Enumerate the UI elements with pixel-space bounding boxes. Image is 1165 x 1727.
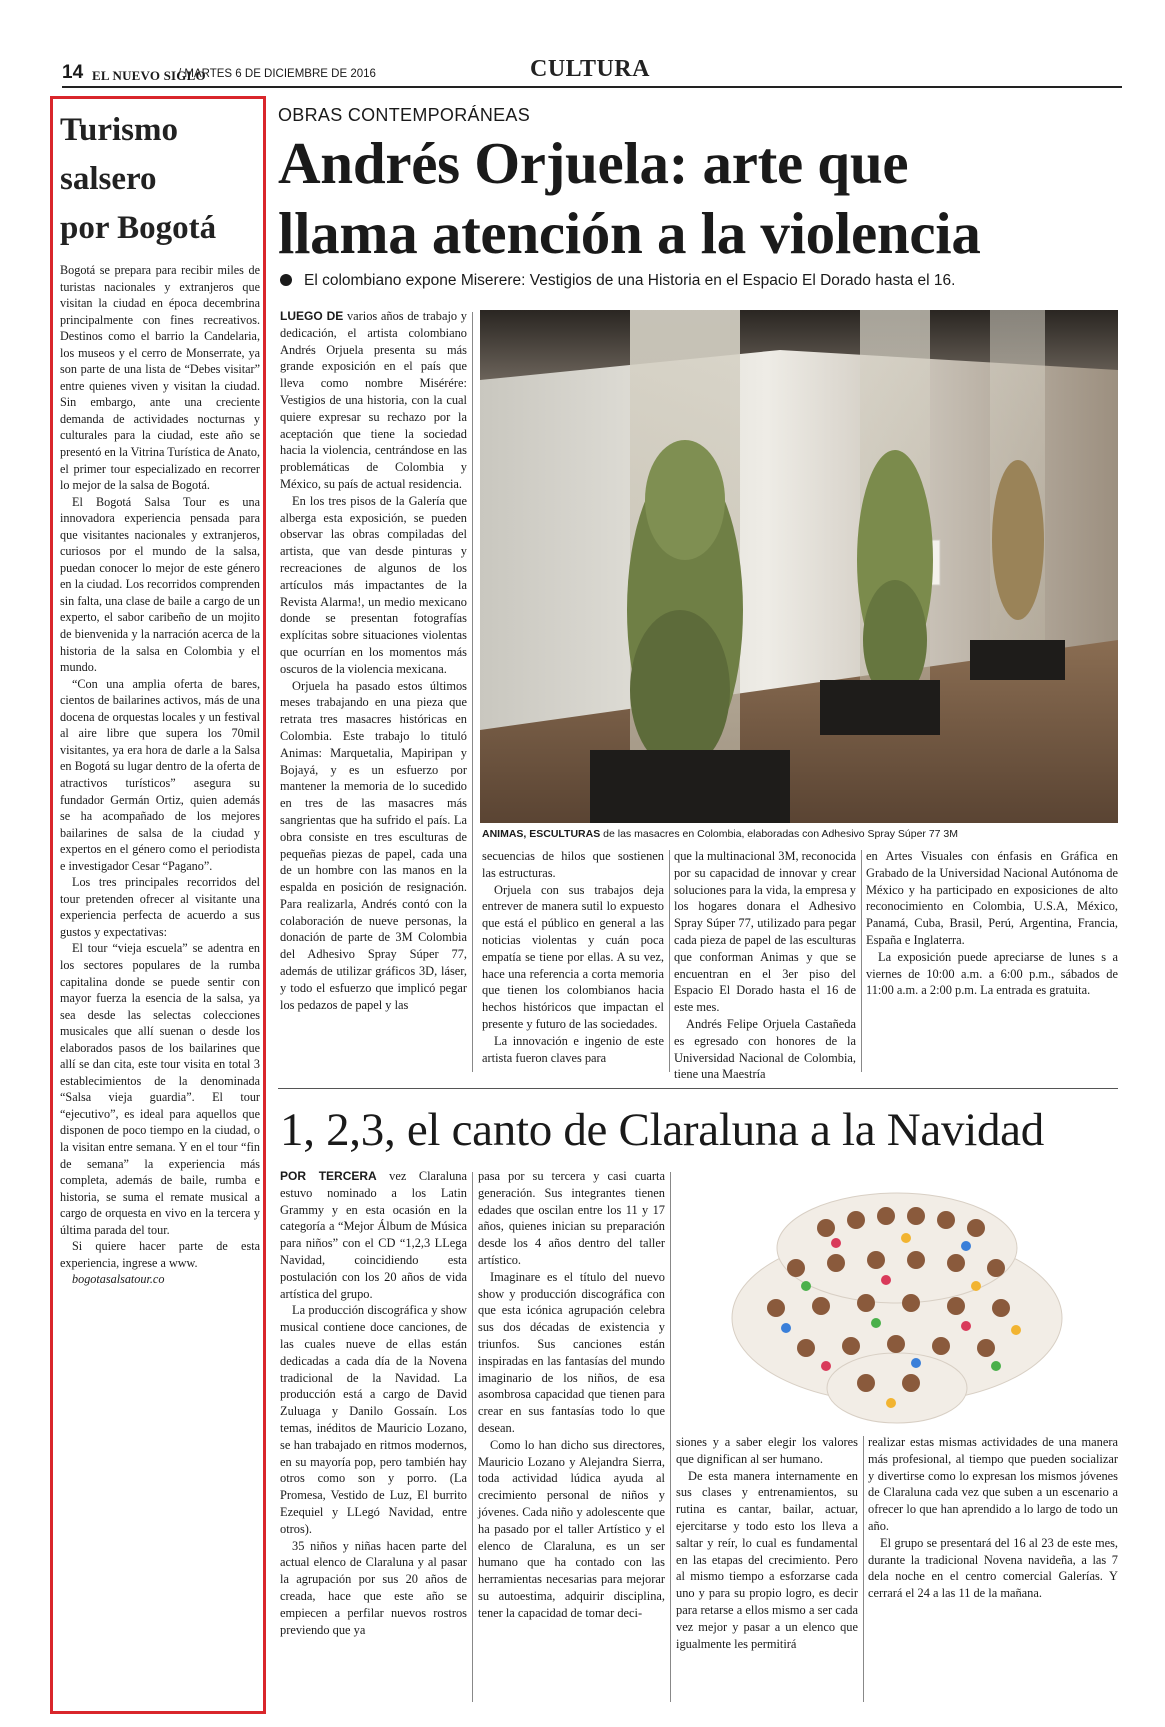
article-paragraph bbox=[280, 308, 467, 493]
lead-paragraph-text: varios años de trabajo y dedicación, el artista colombiano Andrés Orjuela presenta su más grande exposición en el país que lleva como nombre Misérére: Vestigios de una historia, con la cual quiere expresar su rechazo por la aceptación que tiene la sociedad hacia la violencia, centrándose en las problemáticas de Colombia y México, su país de actual residencia. bbox=[280, 309, 467, 491]
article-headline bbox=[278, 128, 1118, 268]
column-rule bbox=[861, 850, 862, 1072]
article-paragraph: que la multinacional 3M, reconocida por su capacidad de innovar y crear soluciones para la vida, la empresa y los hogares donara el Adhesivo Spray Súper 77, utilizado para pegar cada pieza de papel de las esculturas que conforman Animas y que se encuentran en el 3er piso del Espacio El Dorado hasta el 16 de este mes. bbox=[674, 849, 857, 1015]
article-paragraph: El grupo se presentará del 16 al 23 de este mes, durante la tradicional Novena navideña, a las 7 dela noche en el centro comercial Galerías. Y cerrará el 24 a las 11 de la mañana. bbox=[868, 1535, 1118, 1601]
article-paragraph: Imaginare es el título del nuevo show y producción discográfica con que esta icónica agrupación celebra sus dos décadas de existencia y triunfos. Sus canciones están inspiradas en las fantasías del mundo imaginario de los niños, de esa asombrosa capacidad que tienen para crear en sus fantasías todo lo que desean. bbox=[478, 1269, 665, 1435]
photo-caption bbox=[482, 828, 1118, 840]
article-paragraph: pasa por su tercera y casi cuarta generación. Sus integrantes tienen edades que oscilan entre los 11 y 17 años, quienes inician su preparación desde los 4 años dentro del taller artístico. bbox=[478, 1169, 665, 1267]
article-paragraph: Orjuela ha pasado estos últimos meses trabajando en una pieza que retrata tres masacres históricas en Colombia. Este trabajo lo tituló Animas: Marquetalia, Mapiripan y Bojayá, y es un esfuerzo por mantener la memoria de lo sucedido en tres de las masacres más sangrientas que ha sufrido el país. La obra consiste en tres esculturas de pequeñas piezas de papel, cada una de un hombre con las manos en la espalda en posición de resignación. Para realizarla, Andrés contó con la colaboración de nueve personas, la donación de parte de 3M Colombia del Adhesivo Spray Súper 77, además de utilizar gráficos 3D, láser, y todo el esfuerzo que implicó pegar los pedazos de papel y las bbox=[280, 678, 467, 1012]
sidebar-body bbox=[60, 262, 260, 1288]
article-paragraph: De esta manera internamente en sus clases y entrenamientos, su rutina es cantar, bailar, actuar, ejercitarse y todo esto los lleva a saltar y reír, lo cual es fundamental en las etapas del crecimiento. Pero al mismo tiempo a esforzarse cada uno y para su propio logro, es decir para retarse a ellos mismo a ser cada vez mejor y pasar a un elenco que igualmente les permitirá bbox=[676, 1468, 858, 1651]
article2-column-2 bbox=[478, 1168, 665, 1622]
sculptures-image bbox=[480, 310, 1118, 823]
article2-column-1 bbox=[280, 1168, 467, 1638]
column-rule bbox=[863, 1436, 864, 1702]
article-paragraph: Como lo han dicho sus directores, Mauricio Lozano y Alejandra Sierra, toda actividad lúdica ayuda al crecimiento personal de niños y jóvenes. Cada niño y adolescente que ha pasado por el taller Artístico y el elenco de Claraluna, es un ser humano que ha contado con las herramientas necesarias para mejorar su autoestima, adquirir disciplina, tener la capacidad de tomar deci- bbox=[478, 1437, 665, 1620]
article-paragraph: Orjuela con sus trabajos deja entrever de manera sutil lo expuesto que está el público en general a las noticias violentas y cuán poca empatía se tiene por ellas. A su vez, hace una referencia a corta memoria que tienen los colombianos hacia hechos históricos que impactan el presente y futuro de las sociedades. bbox=[482, 882, 664, 1031]
article-paragraph: La producción discográfica y show musical contiene doce canciones, de las cuales nueve de ellas están dedicadas a cada día de la Novena tradicional de la Navidad. La producción está a cargo de David Zuluaga y Danilo Gossaín. Los temas, inéditos de Mauricio Lozano, se han trabajado en ritmos modernos, en su mayoría pop, pero también hay otros como son y porro. (La Promesa, Vestido de Luz, El burrito Ezequiel y LLegó Navidad, entre otros). bbox=[280, 1303, 467, 1536]
article1-column-2 bbox=[482, 848, 664, 1066]
bullet-icon bbox=[280, 274, 292, 286]
lead-paragraph-text: vez Claraluna estuvo nominado a los Latin Grammy y en esta ocasión en la categoría a “Mejor Álbum de Música para niños” con el CD “1,2,3 LLega Navidad, coincidiendo esta postulación con los 20 años de vida artística del grupo. bbox=[280, 1169, 467, 1301]
article2-column-3 bbox=[676, 1434, 858, 1652]
article-paragraph: La exposición puede apreciarse de lunes s a viernes de 10:00 a.m. a 6:00 p.m., sábados de 11:00 a.m. a 2:00 p.m. La entrada es gratuita. bbox=[866, 949, 1118, 998]
sidebar-paragraph: El tour “vieja escuela” se adentra en los sectores populares de la rumba capitalina donde se puede sentir con mayor fuerza la esencia de la salsa, ya sea desde las selectas colecciones musicales que allí suenan o desde los elaborados pasos de los bailarines que allí se dan cita, este tour visita en total 3 establecimientos de la denominada “Salsa vieja guardia”. El tour “ejecutivo”, es ideal para aquellos que disponen de poco tiempo en la ciudad, o la visitan entre semana. Y en el tour “fin de semana” la experiencia más completa, además de baile, rumba e historia, se suma el remate musical a cargo de orquesta en vivo en la tercera y última parada del tour. bbox=[60, 941, 260, 1237]
column-rule bbox=[472, 1172, 473, 1702]
choir-image bbox=[676, 1168, 1118, 1430]
deck-text: El colombiano expone Miserere: Vestigios de una Historia en el Espacio El Dorado hasta el 16. bbox=[304, 272, 956, 289]
column-rule bbox=[670, 1172, 671, 1702]
article-paragraph bbox=[280, 1168, 467, 1302]
sidebar-url[interactable]: bogotasalsatour.co bbox=[72, 1272, 165, 1287]
lead-in: LUEGO DE bbox=[280, 309, 344, 323]
headline-line: llama atención a la violencia bbox=[278, 200, 981, 266]
sidebar-title-line: por Bogotá bbox=[60, 210, 217, 246]
choir-photo bbox=[676, 1168, 1118, 1430]
caption-bold: ANIMAS, ESCULTURAS bbox=[482, 828, 601, 840]
article-paragraph: secuencias de hilos que sostienen las estructuras. bbox=[482, 849, 664, 880]
sidebar-title-line: salsero bbox=[60, 161, 157, 197]
article-paragraph: Andrés Felipe Orjuela Castañeda es egresado con honores de la Universidad Nacional de Colombia, tiene una Maestría bbox=[674, 1016, 856, 1082]
sidebar-paragraph: Si quiere hacer parte de esta experiencia, ingrese a www. bbox=[60, 1239, 260, 1270]
headline-line: Andrés Orjuela: arte que bbox=[278, 130, 909, 196]
lead-in: POR TERCERA bbox=[280, 1169, 377, 1183]
article1-column-1 bbox=[280, 308, 467, 1013]
newspaper-name: EL NUEVO SIGLO bbox=[92, 68, 206, 83]
article-paragraph: 35 niños y niñas hacen parte del actual elenco de Claraluna y al pasar la agrupación por sus 20 años de creada, hace que este año se empiecen a perfilar nuevos rostros previendo que ya bbox=[280, 1538, 467, 1637]
page-number: 14 bbox=[62, 62, 84, 83]
section-divider bbox=[278, 1088, 1118, 1089]
column-rule bbox=[472, 312, 473, 1072]
article1-column-3 bbox=[674, 848, 856, 1083]
article-paragraph: realizar estas mismas actividades de una manera más profesional, al tiempo que pueden socializar y divertirse como lo expresan los mismos jóvenes de Claraluna cada vez que suben a un escenario a ofrecer lo que han aprendido a lo largo de todo un año. bbox=[868, 1435, 1118, 1533]
article2-column-4 bbox=[868, 1434, 1118, 1602]
sidebar-title-line: Turismo bbox=[60, 112, 178, 148]
sidebar-paragraph: El Bogotá Salsa Tour es una innovadora experiencia pensada para que visitantes nacionales y extranjeros, curiosos por el mundo de la salsa, puedan conocer lo mejor de este género en la ciudad. Los recorridos comprenden sin falta, una clase de baile a cargo de un experto, el sabor caribeño de un mojito de bienvenida y la narración acerca de la historia de la salsa en Colombia y el mundo. bbox=[60, 494, 260, 675]
column-rule bbox=[669, 850, 670, 1072]
article-paragraph: En los tres pisos de la Galería que alberga esta exposición, se pueden observar las obras compiladas del artista, que van desde pinturas y recreaciones de algunos de los artículos más impactantes de la Revista Alarma!, un medio mexicano donde se presentan fotografías explícitas sobre situaciones violentas que ocurrían en los momentos más oscuros de la violencia mexicana. bbox=[280, 493, 467, 676]
sidebar-paragraph: Los tres principales recorridos del tour pretenden ofrecer al visitante una experiencia perfecta de acuerdo a sus gustos y expectativas: bbox=[60, 875, 260, 939]
article2-headline: 1, 2,3, el canto de Claraluna a la Navidad bbox=[280, 1104, 1044, 1156]
article1-column-4 bbox=[866, 848, 1118, 999]
sidebar-paragraph: Bogotá se prepara para recibir miles de turistas nacionales y extranjeros que visitan la ciudad en época decembrina principalmente con fines recreativos. Destinos como el barrio la Candelaria, los museos y el cerro de Monserrate, ya son parte de una lista de “Debes visitar” entre quienes viven y visitan la ciudad. Sin embargo, ante una creciente demanda de actividades nocturnas y culturales para la ciudad, este año se presentó en la Vitrina Turística de Anato, el primer tour especializado en recorrer lo mejor de la salsa de Bogotá. bbox=[60, 263, 260, 493]
article-paragraph: en Artes Visuales con énfasis en Gráfica en Grabado de la Universidad Nacional Autónoma de México y ha participado en exposiciones de alto reconocimiento en Colombia, U.S.A, México, Panamá, Cuba, Brasil, Perú, Argentina, Francia, España e Inglaterra. bbox=[866, 849, 1118, 947]
article-deck bbox=[280, 272, 1120, 290]
issue-date: / MARTES 6 DE DICIEMBRE DE 2016 bbox=[178, 68, 376, 80]
sidebar-title bbox=[60, 106, 260, 253]
section-label: CULTURA bbox=[530, 56, 650, 82]
sculptures-photo bbox=[480, 310, 1118, 823]
article-paragraph: La innovación e ingenio de este artista fueron claves para bbox=[482, 1033, 664, 1065]
article-kicker: OBRAS CONTEMPORÁNEAS bbox=[278, 105, 531, 125]
article-paragraph: siones y a saber elegir los valores que dignifican al ser humano. bbox=[676, 1435, 858, 1466]
sidebar-paragraph: “Con una amplia oferta de bares, cientos de bailarines activos, más de una docena de orquestas locales y un festival al aire libre que supera los 70mil visitantes, ya era hora de darle a la Salsa en Bogotá su lugar dentro de la oferta de atractivos turísticos” asegura su fundador Germán Ortiz, quien además se ha acompañado de los mejores bailarines de salsa de la ciudad y expertos en el género como el periodista e investigador Cesar “Pagano”. bbox=[60, 676, 260, 873]
caption-text: de las masacres en Colombia, elaboradas con Adhesivo Spray Súper 77 3M bbox=[600, 828, 959, 840]
header-rule bbox=[62, 86, 1122, 88]
